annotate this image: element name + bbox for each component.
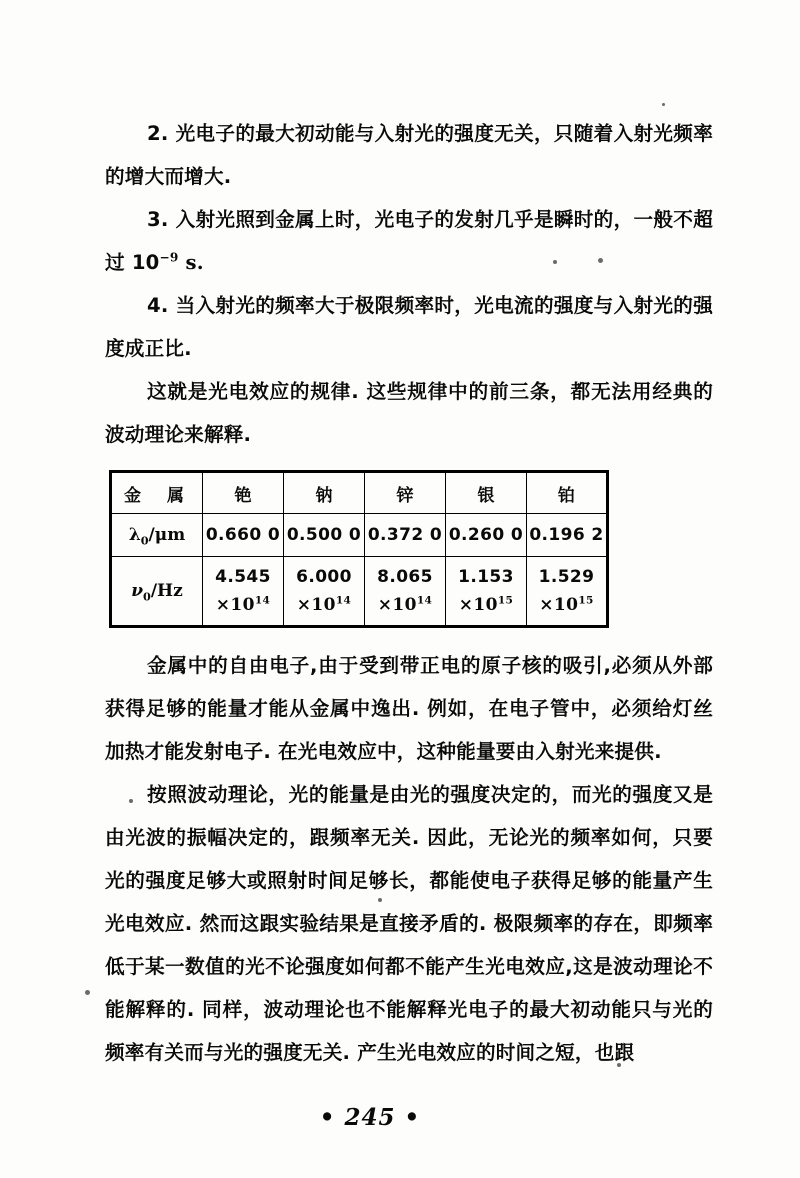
frequency-exponent-3 <box>365 591 445 619</box>
table-cell-wavelength-2: 0.500 0 <box>284 514 365 557</box>
table-cell-metal-1: 铯 <box>203 472 284 514</box>
table-cell-wavelength-1: 0.660 0 <box>203 514 284 557</box>
scan-speck <box>85 990 90 995</box>
lambda-subscript: 0 <box>140 533 149 548</box>
frequency-mantissa-2: 6.000 <box>296 567 352 587</box>
table-row-wavelength <box>111 514 608 557</box>
page-number: • 245 • <box>319 1104 421 1131</box>
exponent-value-2: 14 <box>335 594 352 607</box>
frequency-exponent-2 <box>284 591 364 619</box>
paragraph-item-4: 4. 当入射光的频率大于极限频率时，光电流的强度与入射光的强度成正比. <box>105 294 713 360</box>
table-cell-frequency-2 <box>284 557 365 627</box>
nu-symbol: ν <box>131 581 144 601</box>
table-row-metal <box>111 472 608 514</box>
page-footer <box>0 1104 800 1131</box>
row-label-metal <box>111 472 203 514</box>
exponent-value-4: 15 <box>497 594 514 607</box>
frequency-exponent-1 <box>203 591 283 619</box>
multiply-sign-1: ×10 <box>215 595 255 615</box>
lambda-unit: /μm <box>148 525 186 545</box>
frequency-exponent-4 <box>446 591 526 619</box>
paragraph-item-2: 2. 光电子的最大初动能与入射光的强度无关，只随着入射光频率的增大而增大. <box>105 122 713 188</box>
frequency-mantissa-3: 8.065 <box>377 567 433 587</box>
table-cell-metal-3: 锌 <box>365 472 446 514</box>
multiply-sign-4: ×10 <box>458 595 498 615</box>
paragraph-item-3 <box>105 198 713 284</box>
paragraph-wave-theory: 按照波动理论，光的能量是由光的强度决定的，而光的强度又是由光波的振幅决定的，跟频率无关. 因此，无论光的频率如何，只要光的强度足够大或照射时间足够长，都能使电子获得足够的能量产生光电效应. 然而这跟实验结果是直接矛盾的. 极限频率的存在，即频率低于某一数值的光不论强度如何都不能产生光电效应,这是波动理论不能解释的. 同样，波动理论也不能解释光电子的最大初动能只与光的频率有关而与光的强度无关. 产生光电效应的时间之短，也跟 <box>105 783 713 1064</box>
table-cell-wavelength-4: 0.260 0 <box>446 514 527 557</box>
exponent-value-3: 14 <box>416 594 433 607</box>
table-row-frequency <box>111 557 608 627</box>
item-3-exponent: −9 <box>159 250 179 265</box>
table-cell-metal-4: 银 <box>446 472 527 514</box>
frequency-mantissa-4: 1.153 <box>458 567 514 587</box>
multiply-sign-2: ×10 <box>296 595 336 615</box>
row-label-metal-text: 金 属 <box>124 485 194 506</box>
row-label-wavelength-text <box>128 525 186 548</box>
paragraph-free-electrons: 金属中的自由电子,由于受到带正电的原子核的吸引,必须从外部获得足够的能量才能从金属中逸出. 例如，在电子管中，必须给灯丝加热才能发射电子. 在光电效应中，这种能量要由入射光来提供. <box>105 654 713 763</box>
frequency-exponent-5 <box>527 591 606 619</box>
table-cell-metal-2: 钠 <box>284 472 365 514</box>
nu-subscript: 0 <box>143 589 151 604</box>
page-content <box>105 112 713 1074</box>
photoelectric-threshold-table-wrapper <box>109 470 609 628</box>
frequency-mantissa-1: 4.545 <box>215 567 271 587</box>
paragraph-summary: 这就是光电效应的规律. 这些规律中的前三条，都无法用经典的波动理论来解释. <box>105 380 713 446</box>
lambda-symbol: λ <box>128 525 141 545</box>
multiply-sign-5: ×10 <box>539 595 579 615</box>
row-label-wavelength <box>111 514 203 557</box>
photoelectric-threshold-table <box>109 470 609 628</box>
table-cell-wavelength-5: 0.196 2 <box>527 514 608 557</box>
table-cell-frequency-5 <box>527 557 608 627</box>
nu-unit: /Hz <box>150 581 183 601</box>
item-3-suffix: s. <box>178 251 204 274</box>
table-cell-wavelength-3: 0.372 0 <box>365 514 446 557</box>
table-cell-metal-5: 铂 <box>527 472 608 514</box>
exponent-value-5: 15 <box>578 594 594 607</box>
scan-speck <box>662 103 665 106</box>
row-label-frequency <box>111 557 203 627</box>
item-3-prefix: 3. 入射光照到金属上时，光电子的发射几乎是瞬时的，一般不超过 10 <box>105 208 713 274</box>
table-cell-frequency-4 <box>446 557 527 627</box>
row-label-frequency-text <box>131 581 183 604</box>
multiply-sign-3: ×10 <box>377 595 417 615</box>
table-cell-frequency-1 <box>203 557 284 627</box>
table-cell-frequency-3 <box>365 557 446 627</box>
exponent-value-1: 14 <box>254 594 271 607</box>
frequency-mantissa-5: 1.529 <box>538 567 595 587</box>
